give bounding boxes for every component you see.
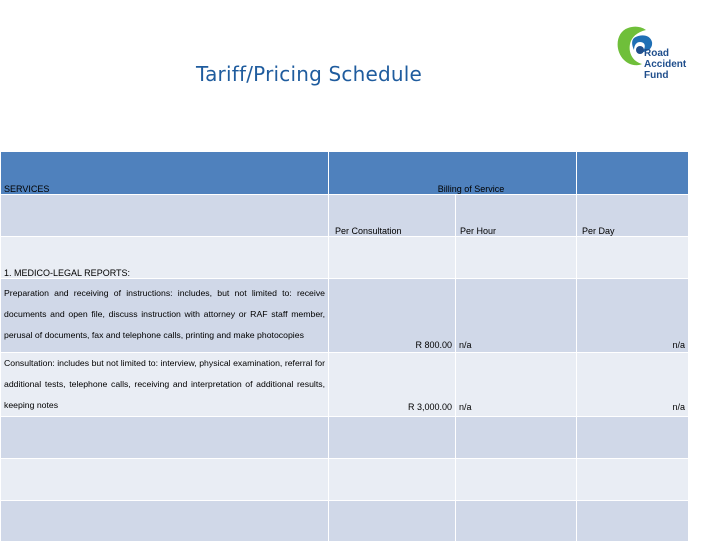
logo-text [644, 48, 686, 81]
subheader-per-consultation: Per Consultation [329, 195, 456, 237]
header-empty [577, 152, 689, 195]
row-per-hour: n/a [456, 353, 577, 417]
table-row [1, 353, 689, 417]
subheader-per-hour: Per Hour [456, 195, 577, 237]
table-row [1, 279, 689, 353]
tariff-table [0, 151, 689, 542]
page-title: Tariff/Pricing Schedule [196, 62, 423, 86]
row-per-day: n/a [577, 279, 689, 353]
row-description: Preparation and receiving of instructions: includes, but not limited to: receive documents and open file, discuss instruction with attorney or RAF staff member, perusal of documents, fax and telephone calls, printing and make photocopies [1, 279, 329, 353]
row-per-day: n/a [577, 353, 689, 417]
row-per-consultation: R 3,000.00 [329, 353, 456, 417]
logo-line-road: Road [644, 48, 669, 59]
header-services: SERVICES [1, 152, 329, 195]
row-per-consultation: R 800.00 [329, 279, 456, 353]
table-row-empty [1, 417, 689, 459]
subheader-empty [1, 195, 329, 237]
row-description: Consultation: includes but not limited to: interview, physical examination, referral for additional tests, telephone calls, receiving and interpretation of additional results, keeping notes [1, 353, 329, 417]
header-billing: Billing of Service [329, 152, 577, 195]
table-header-row [1, 152, 689, 195]
subheader-per-day: Per Day [577, 195, 689, 237]
section-title: 1. MEDICO-LEGAL REPORTS: [1, 237, 329, 279]
logo-line-accident: Accident [644, 59, 687, 70]
table-row-empty [1, 459, 689, 501]
table-subheader-row [1, 195, 689, 237]
table-section-row [1, 237, 689, 279]
logo-line-fund: Fund [644, 70, 669, 81]
row-per-hour: n/a [456, 279, 577, 353]
table-row-empty [1, 501, 689, 542]
